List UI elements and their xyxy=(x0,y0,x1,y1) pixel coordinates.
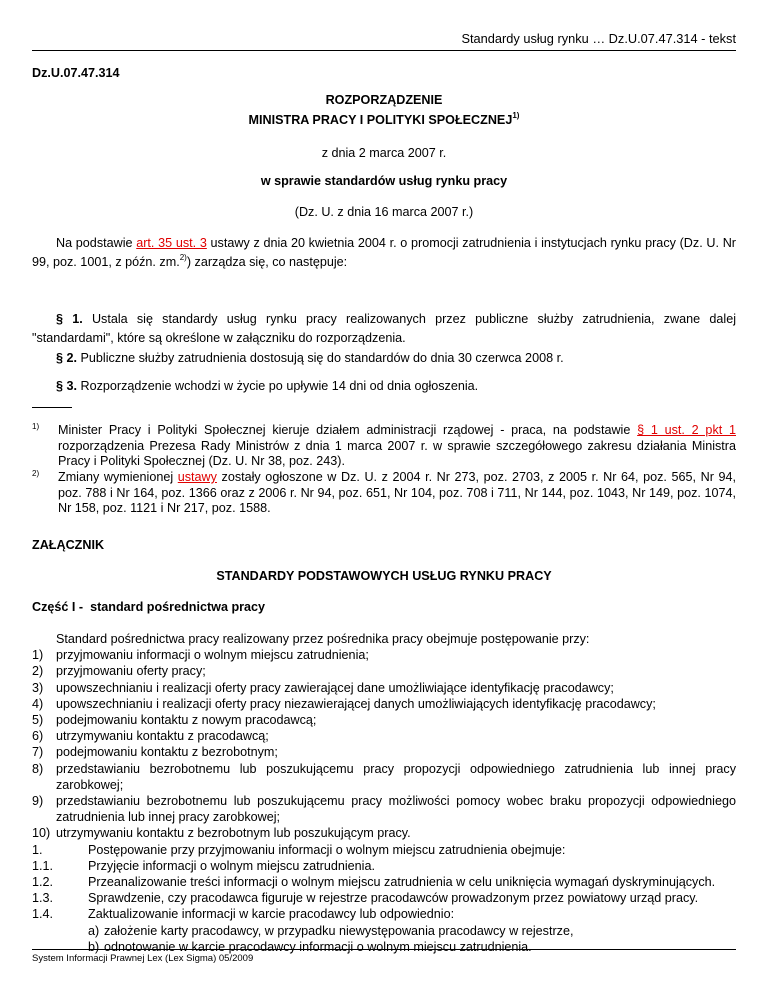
footer-rule xyxy=(32,949,736,950)
title-date: z dnia 2 marca 2007 r. xyxy=(321,146,447,160)
list-item-number: 6) xyxy=(32,729,44,744)
list-item-text: podejmowaniu kontaktu z bezrobotnym; xyxy=(56,745,278,760)
annex-intro: Standard pośrednictwa pracy realizowany przez pośrednika pracy obejmuje postępowanie przy: xyxy=(56,632,590,646)
footnote-2-text-end: zostały ogłoszone w Dz. U. z 2004 r. Nr 273, poz. 2703, z 2005 r. Nr 64, poz. 565, Nr 94, poz. 788 i Nr 164, poz. 1366 oraz z 2006 r. Nr 94, poz. 651, Nr 104, poz. 708 i 711, Nr 144, poz. 1043, Nr 149, poz. 1074, Nr 158, poz. 1121 i Nr 217, poz. 1588. xyxy=(58,470,736,516)
preamble xyxy=(32,234,736,272)
section-number: 1.2. xyxy=(32,875,54,890)
section-text: Przeanalizowanie treści informacji o wolnym miejscu zatrudnienia w celu uniknięcia wymagań dyskryminujących. xyxy=(88,875,716,890)
section-item xyxy=(32,906,736,922)
title-line1: ROZPORZĄDZENIE xyxy=(325,93,443,107)
title-publication: (Dz. U. z dnia 16 marca 2007 r.) xyxy=(294,205,474,219)
list-item-text: przedstawianiu bezrobotnemu lub poszukującemu pracy możliwości pomocy wobec braku propozycji odpowiedniego zatrudnienia lub innej pracy zarobkowej; xyxy=(56,794,736,825)
list-item-number: 1) xyxy=(32,648,44,663)
preamble-text-start: Na podstawie xyxy=(56,236,137,250)
preamble-footnote-ref: 2) xyxy=(179,253,187,262)
section-text: Postępowanie przy przyjmowaniu informacji o wolnym miejscu zatrudnienia obejmuje: xyxy=(88,842,566,857)
list-item-number: 8) xyxy=(32,761,44,776)
paragraph-3-text: Rozporządzenie wchodzi w życie po upływie 14 dni od dnia ogłoszenia. xyxy=(77,379,479,393)
header-rule xyxy=(32,50,736,51)
list-item xyxy=(32,663,736,679)
footnote-1-mark: 1) xyxy=(32,422,40,431)
list-item-text: upowszechnianiu i realizacji oferty pracy zawierającej dane umożliwiające identyfikację pracodawcy; xyxy=(56,680,614,695)
link-ustawy[interactable]: ustawy xyxy=(177,470,217,484)
title-line2 xyxy=(32,113,736,127)
footnote-1 xyxy=(32,423,736,470)
section-item xyxy=(32,842,736,858)
list-item-text: upowszechnianiu i realizacji oferty pracy niezawierającej danych umożliwiających identyfikację pracodawcy; xyxy=(56,696,656,711)
footnote-1-text-start: Minister Pracy i Polityki Społecznej kieruje działem administracji rządowej - praca, na podstawie xyxy=(58,423,638,437)
sub-item-letter: a) xyxy=(88,923,100,938)
list-item xyxy=(32,793,736,825)
paragraph-3 xyxy=(32,377,736,396)
annex-list xyxy=(32,631,736,955)
list-item-text: przedstawianiu bezrobotnemu lub poszukującemu pracy propozycji odpowiedniego zatrudnienia lub innej pracy zarobkowej; xyxy=(56,761,736,792)
list-item-number: 4) xyxy=(32,696,44,711)
section-number: 1.3. xyxy=(32,891,54,906)
list-item-text: przyjmowaniu informacji o wolnym miejscu zatrudnienia; xyxy=(56,648,369,663)
section-number: 1.4. xyxy=(32,907,54,922)
section-item xyxy=(32,874,736,890)
sub-item-text: odnotowanie w karcie pracodawcy informacji o wolnym miejscu zatrudnienia. xyxy=(104,939,532,954)
list-item-text: utrzymywaniu kontaktu z bezrobotnym lub poszukującym pracy. xyxy=(56,826,411,841)
paragraph-2-text: Publiczne służby zatrudnienia dostosują się do standardów do dnia 30 czerwca 2008 r. xyxy=(77,351,564,365)
title-line2-text: MINISTRA PRACY I POLITYKI SPOŁECZNEJ xyxy=(248,113,513,127)
preamble-text-end: ) zarządza się, co następuje: xyxy=(186,255,348,269)
paragraph-1-number: § 1. xyxy=(56,312,83,326)
list-item xyxy=(32,696,736,712)
paragraph-1 xyxy=(32,310,736,348)
section-text: Przyjęcie informacji o wolnym miejscu zatrudnienia. xyxy=(88,858,375,873)
list-item-text: utrzymywaniu kontaktu z pracodawcą; xyxy=(56,729,269,744)
title-footnote-ref: 1) xyxy=(512,111,520,120)
list-item-number: 2) xyxy=(32,664,44,679)
paragraph-2 xyxy=(32,349,736,368)
section-item xyxy=(32,858,736,874)
sub-item xyxy=(32,923,736,939)
document-id: Dz.U.07.47.314 xyxy=(32,66,120,80)
sub-item-letter: b) xyxy=(88,939,100,954)
preamble-text-mid: ustawy z dnia 20 kwietnia 2004 r. o promocji zatrudnienia i instytucjach rynku pracy (Dz. U. Nr 99, poz. 1001, z późn. zm. xyxy=(32,236,736,269)
link-art-35[interactable]: art. 35 ust. 3 xyxy=(136,236,207,250)
list-item-number: 10) xyxy=(32,826,51,841)
list-item xyxy=(32,712,736,728)
title-subject: w sprawie standardów usług rynku pracy xyxy=(260,174,508,188)
footnote-rule xyxy=(32,407,72,408)
list-item xyxy=(32,728,736,744)
annex-title: STANDARDY PODSTAWOWYCH USŁUG RYNKU PRACY xyxy=(216,569,552,583)
footnote-2 xyxy=(32,470,736,517)
link-par-1-ust-2[interactable]: § 1 ust. 2 pkt 1 xyxy=(637,423,736,437)
footnote-2-mark: 2) xyxy=(32,469,40,478)
paragraph-1-text: Ustala się standardy usług rynku pracy realizowanych przez publiczne służby zatrudnienia, zwane dalej "standardami", które są określone w załączniku do rozporządzenia. xyxy=(32,312,736,345)
list-item-text: przyjmowaniu oferty pracy; xyxy=(56,664,206,679)
section-number: 1.1. xyxy=(32,858,54,873)
list-item-number: 3) xyxy=(32,680,44,695)
list-item xyxy=(32,825,736,841)
list-item xyxy=(32,744,736,760)
list-item xyxy=(32,647,736,663)
page-footer: System Informacji Prawnej Lex (Lex Sigma) 05/2009 xyxy=(32,953,254,964)
annex-part-heading: Część I - standard pośrednictwa pracy xyxy=(32,600,266,614)
sub-item-text: założenie karty pracodawcy, w przypadku niewystępowania pracodawcy w rejestrze, xyxy=(104,923,574,938)
paragraph-3-number: § 3. xyxy=(56,379,78,393)
list-item xyxy=(32,680,736,696)
annex-heading: ZAŁĄCZNIK xyxy=(32,538,105,552)
footnote-2-text-start: Zmiany wymienionej xyxy=(58,470,178,484)
list-item-number: 7) xyxy=(32,745,44,760)
running-header: Standardy usług rynku … Dz.U.07.47.314 - tekst xyxy=(461,31,736,46)
footnote-1-text-end: rozporządzenia Prezesa Rady Ministrów z dnia 1 marca 2007 r. w sprawie szczegółowego zakresu działania Ministra Pracy i Polityki Społecznej (Dz. U. Nr 38, poz. 243). xyxy=(58,438,736,469)
list-item-number: 9) xyxy=(32,794,44,809)
section-number: 1. xyxy=(32,842,43,857)
section-item xyxy=(32,890,736,906)
paragraph-2-number: § 2. xyxy=(56,351,78,365)
list-item-number: 5) xyxy=(32,713,44,728)
section-text: Sprawdzenie, czy pracodawca figuruje w rejestrze pracodawców prowadzonym przez powiatowy urząd pracy. xyxy=(88,891,699,906)
section-text: Zaktualizowanie informacji w karcie pracodawcy lub odpowiednio: xyxy=(88,907,455,922)
list-item xyxy=(32,761,736,793)
list-item-text: podejmowaniu kontaktu z nowym pracodawcą; xyxy=(56,713,317,728)
